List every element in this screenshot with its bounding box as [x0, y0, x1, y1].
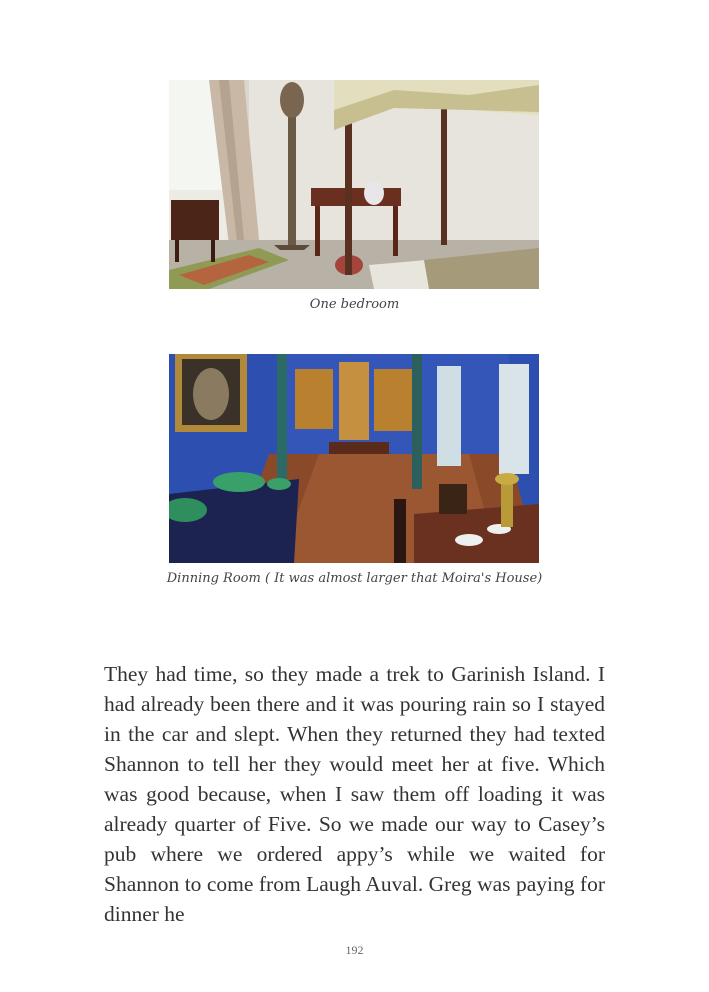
dining-room-photo — [169, 354, 539, 563]
body-paragraph: They had time, so they made a trek to Garinish Island. I had already been there and it was pouring rain so I stayed in the car and slept. When they returned they had texted Shannon to tell her they would meet her at five. Which was good because, when I saw them off loading it was already quarter of Five. So we made our way to Casey’s pub where we ordered appy’s while we waited for Shannon to come from Laugh Auval. Greg was paying for dinner he — [104, 662, 605, 926]
page-number: 192 — [345, 943, 364, 957]
figure-caption-bedroom: One bedroom — [309, 297, 400, 312]
figure-caption-dining-room: Dinning Room ( It was almost larger that Moira's House) — [166, 571, 543, 586]
bedroom-photo — [169, 80, 539, 289]
